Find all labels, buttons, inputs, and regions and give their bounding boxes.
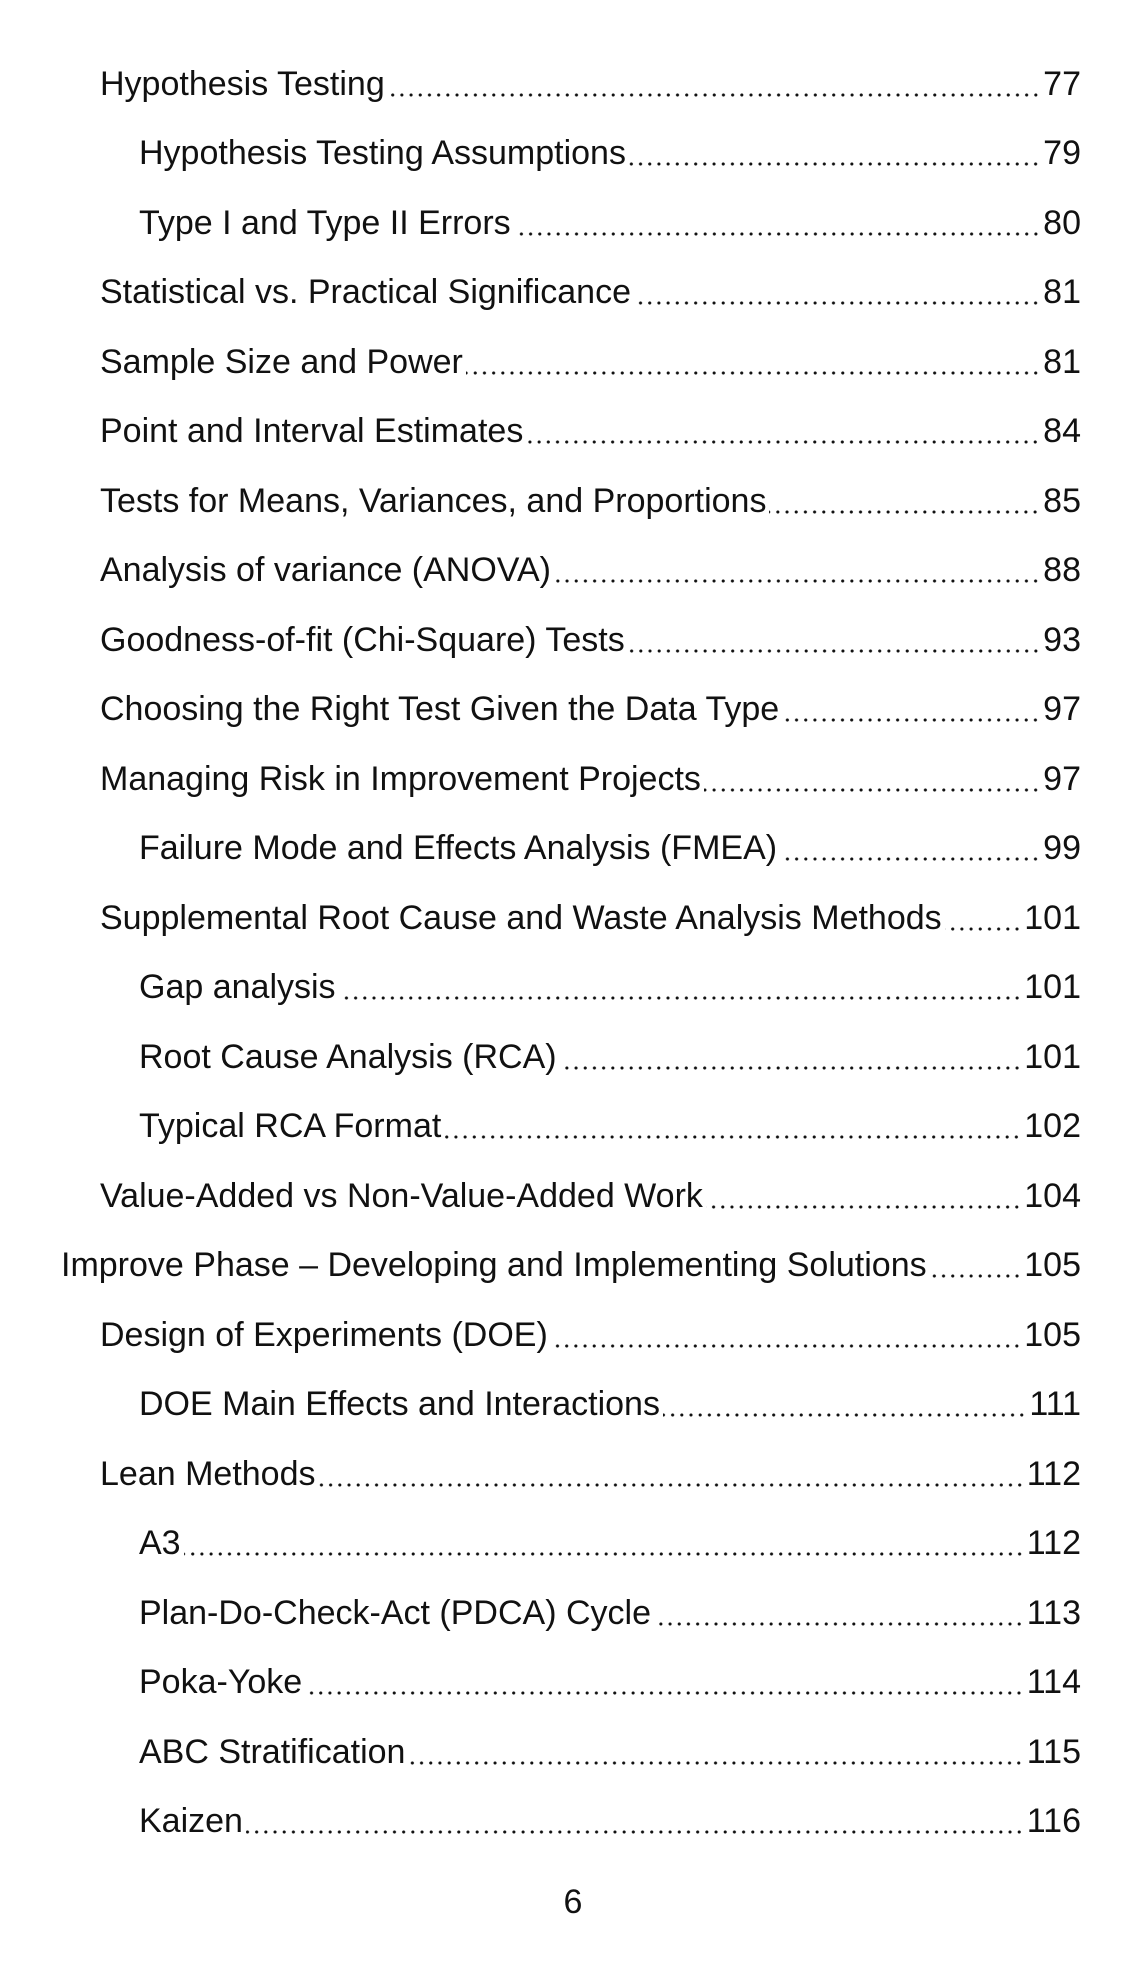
toc-entry-page: 116 [1026,1802,1081,1841]
table-of-contents [0,49,1146,1856]
toc-entry-page: 112 [1026,1524,1081,1563]
toc-entry[interactable] [0,883,1146,953]
toc-entry[interactable] [0,814,1146,884]
toc-entry-page: 81 [1043,342,1081,381]
toc-entry[interactable] [0,536,1146,606]
toc-entry[interactable] [0,1092,1146,1162]
dot-leader [782,718,1040,722]
dot-leader [246,1830,1024,1834]
toc-entry[interactable] [0,1578,1146,1648]
toc-entry-title: DOE Main Effects and Interactions [139,1385,660,1424]
toc-entry-page: 81 [1043,273,1081,312]
toc-entry-title: A3 [139,1524,181,1563]
toc-entry-page: 97 [1043,759,1081,798]
toc-entry[interactable] [0,49,1146,119]
toc-entry-page: 80 [1043,203,1081,242]
toc-entry-title: Tests for Means, Variances, and Proportions [100,481,767,520]
toc-entry-title: Failure Mode and Effects Analysis (FMEA) [139,829,778,868]
toc-entry[interactable] [0,397,1146,467]
toc-entry[interactable] [0,744,1146,814]
dot-leader [930,1274,1022,1278]
toc-entry[interactable] [0,1370,1146,1440]
dot-leader [444,1135,1021,1139]
toc-entry-title: Poka-Yoke [139,1663,303,1702]
toc-entry-title: Type I and Type II Errors [139,203,511,242]
toc-entry[interactable] [0,119,1146,189]
dot-leader [706,1205,1021,1209]
toc-entry-page: 85 [1043,481,1081,520]
toc-entry-page: 77 [1043,64,1081,103]
dot-leader [526,440,1040,444]
toc-entry-title: ABC Stratification [139,1732,406,1771]
toc-entry[interactable] [0,466,1146,536]
toc-entry[interactable] [0,1648,1146,1718]
dot-leader [628,649,1040,653]
toc-entry[interactable] [0,1022,1146,1092]
toc-entry-title: Hypothesis Testing Assumptions [139,134,626,173]
toc-entry[interactable] [0,1300,1146,1370]
toc-entry[interactable] [0,1509,1146,1579]
toc-entry-title: Design of Experiments (DOE) [100,1315,548,1354]
toc-entry-page: 79 [1043,134,1081,173]
toc-entry-title: Goodness-of-fit (Chi-Square) Tests [100,620,625,659]
dot-leader [945,927,1022,931]
toc-entry[interactable] [0,188,1146,258]
dot-leader [551,1344,1021,1348]
toc-entry-title: Improve Phase – Developing and Implementing Solutions [61,1246,927,1285]
toc-entry-title: Root Cause Analysis (RCA) [139,1037,557,1076]
dot-leader [663,1413,1026,1417]
toc-entry[interactable] [0,258,1146,328]
toc-entry-title: Hypothesis Testing [100,64,385,103]
toc-entry-title: Typical RCA Format [139,1107,442,1146]
page-number: 6 [563,1883,583,1921]
toc-entry[interactable] [0,1161,1146,1231]
toc-entry-title: Kaizen [139,1802,243,1841]
toc-entry-page: 105 [1024,1246,1081,1285]
toc-entry-page: 114 [1026,1663,1081,1702]
toc-entry-page: 101 [1024,898,1081,937]
toc-entry-title: Statistical vs. Practical Significance [100,273,631,312]
toc-entry-title: Plan-Do-Check-Act (PDCA) Cycle [139,1593,651,1632]
toc-entry-title: Managing Risk in Improvement Projects [100,759,701,798]
toc-entry-page: 102 [1024,1107,1081,1146]
dot-leader [629,162,1040,166]
toc-entry-title: Analysis of variance (ANOVA) [100,551,551,590]
dot-leader [408,1761,1023,1765]
dot-leader [704,788,1040,792]
toc-entry-page: 101 [1024,968,1081,1007]
toc-entry[interactable] [0,953,1146,1023]
toc-entry-page: 84 [1043,412,1081,451]
toc-entry[interactable] [0,1231,1146,1301]
toc-entry[interactable] [0,1717,1146,1787]
toc-entry-title: Lean Methods [100,1454,316,1493]
toc-entry-page: 112 [1026,1454,1081,1493]
toc-entry-page: 93 [1043,620,1081,659]
toc-entry[interactable] [0,1787,1146,1857]
toc-entry[interactable] [0,1439,1146,1509]
dot-leader [388,93,1040,97]
toc-entry-title: Supplemental Root Cause and Waste Analysis Methods [100,898,942,937]
dot-leader [634,301,1040,305]
dot-leader [514,232,1041,236]
toc-entry[interactable] [0,327,1146,397]
toc-entry-title: Point and Interval Estimates [100,412,524,451]
toc-entry-page: 104 [1024,1176,1081,1215]
toc-entry[interactable] [0,605,1146,675]
toc-entry-page: 101 [1024,1037,1081,1076]
dot-leader [654,1622,1024,1626]
toc-entry-page: 115 [1026,1732,1081,1771]
dot-leader [466,371,1040,375]
toc-entry[interactable] [0,675,1146,745]
dot-leader [780,857,1040,861]
toc-entry-page: 111 [1029,1385,1081,1424]
toc-entry-page: 97 [1043,690,1081,729]
dot-leader [319,1483,1024,1487]
toc-entry-title: Gap analysis [139,968,336,1007]
dot-leader [305,1691,1024,1695]
dot-leader [560,1066,1022,1070]
toc-entry-page: 113 [1026,1593,1081,1632]
dot-leader [184,1552,1024,1556]
dot-leader [554,579,1040,583]
toc-entry-title: Choosing the Right Test Given the Data Type [100,690,780,729]
toc-entry-title: Value-Added vs Non-Value-Added Work [100,1176,703,1215]
toc-entry-title: Sample Size and Power [100,342,463,381]
toc-entry-page: 105 [1024,1315,1081,1354]
dot-leader [769,510,1040,514]
toc-entry-page: 99 [1043,829,1081,868]
toc-entry-page: 88 [1043,551,1081,590]
dot-leader [339,996,1022,1000]
